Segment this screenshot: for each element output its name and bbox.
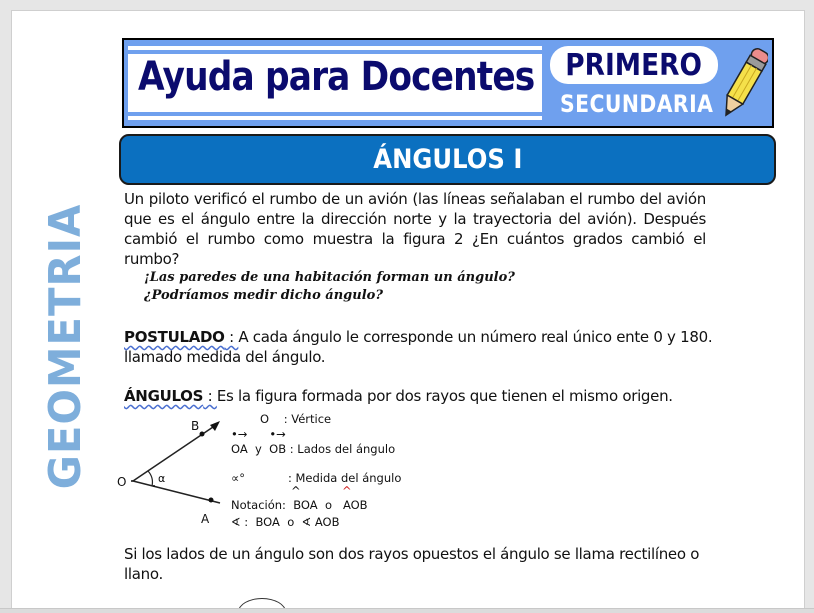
postulado-paragraph <box>124 327 724 347</box>
ray-arrow-a: •→ <box>231 427 248 441</box>
angle-boa: BOA <box>255 515 280 529</box>
angle-aob: AOB <box>314 515 340 529</box>
legend-angle-symbol <box>231 515 339 529</box>
notation-boa: BOA <box>293 498 318 512</box>
legend-sides-desc: : Lados del ángulo <box>289 442 396 456</box>
legend-measure-desc: : Medida del ángulo <box>287 471 402 485</box>
postulado-text: A cada ángulo le corresponde un número real único ente 0 y 180. <box>238 328 713 346</box>
angle-alpha-label: α <box>158 472 166 485</box>
angle-diagram <box>112 406 242 536</box>
legend-vertex-desc: : Vértice <box>283 412 332 426</box>
document-page <box>11 10 805 610</box>
angle-or: o <box>287 515 295 529</box>
legend-vertex <box>260 412 331 426</box>
subject-text: GEOMETRIA <box>39 203 91 489</box>
postulado-line2: llamado medida del ángulo. <box>124 348 326 366</box>
notation-hat-2: ^ <box>342 484 352 498</box>
legend-sides <box>231 442 395 456</box>
postulado-term: POSTULADO <box>124 328 225 346</box>
legend-conj: y <box>255 442 262 456</box>
notation-aob: AOB <box>342 498 368 512</box>
question-1: ¡Las paredes de una habitación forman un ángulo? <box>144 270 515 285</box>
horizontal-scrollbar[interactable] <box>0 608 814 613</box>
point-b-label: B <box>191 419 200 433</box>
vertex-label: O <box>117 475 127 489</box>
banner-title: Ayuda para Docentes <box>138 54 535 100</box>
angle-symbol-icon: ∢ <box>231 515 241 529</box>
legend-measure-symbol: ∝° <box>231 471 245 485</box>
rectilineo-line1: Si los lados de un ángulo son dos rayos opuestos el ángulo se llama rectilíneo o <box>124 545 700 563</box>
grade-label: PRIMERO <box>565 47 703 83</box>
pencil-icon <box>720 44 768 124</box>
legend-vertex-symbol: O <box>260 412 270 426</box>
angulos-term: ÁNGULOS <box>124 387 204 405</box>
section-title-bar <box>119 134 776 185</box>
legend-measure <box>231 471 401 485</box>
legend-notation <box>231 498 368 512</box>
point-a-label: A <box>201 512 210 526</box>
side-subject-label <box>40 181 90 511</box>
section-title: ÁNGULOS I <box>372 144 523 175</box>
grade-badge <box>550 46 718 84</box>
notation-hat-1: ^ <box>291 484 301 498</box>
legend-side-b: OB <box>269 442 287 456</box>
legend-ray-arrows <box>231 427 286 441</box>
rectilineo-line2: llano. <box>124 565 163 583</box>
angulos-paragraph <box>124 386 724 406</box>
legend-side-a: OA <box>231 442 248 456</box>
question-2: ¿Podríamos medir dicho ángulo? <box>144 288 383 303</box>
postulado-separator: : <box>224 328 239 346</box>
intro-paragraph: Un piloto verificó el rumbo de un avión (las líneas señalaban el rumbo del avión que es el ángulo entre la dirección norte y la trayectoria del avión). Después cambió el rumbo como muestra la figura 2 ¿En cuántos grados cambió el rumbo? <box>124 190 706 268</box>
angulos-text: Es la figura formada por dos rayos que tienen el mismo origen. <box>216 387 673 405</box>
angulos-separator: : <box>203 387 217 405</box>
ray-arrow-b: •→ <box>269 427 286 441</box>
level-label: SECUNDARIA <box>560 90 714 118</box>
notation-or: o <box>324 498 332 512</box>
angle-sep: : <box>244 515 249 529</box>
angle-symbol-icon-2: ∢ <box>301 515 312 529</box>
header-banner <box>122 38 774 128</box>
notation-label: Notación: <box>231 498 286 512</box>
